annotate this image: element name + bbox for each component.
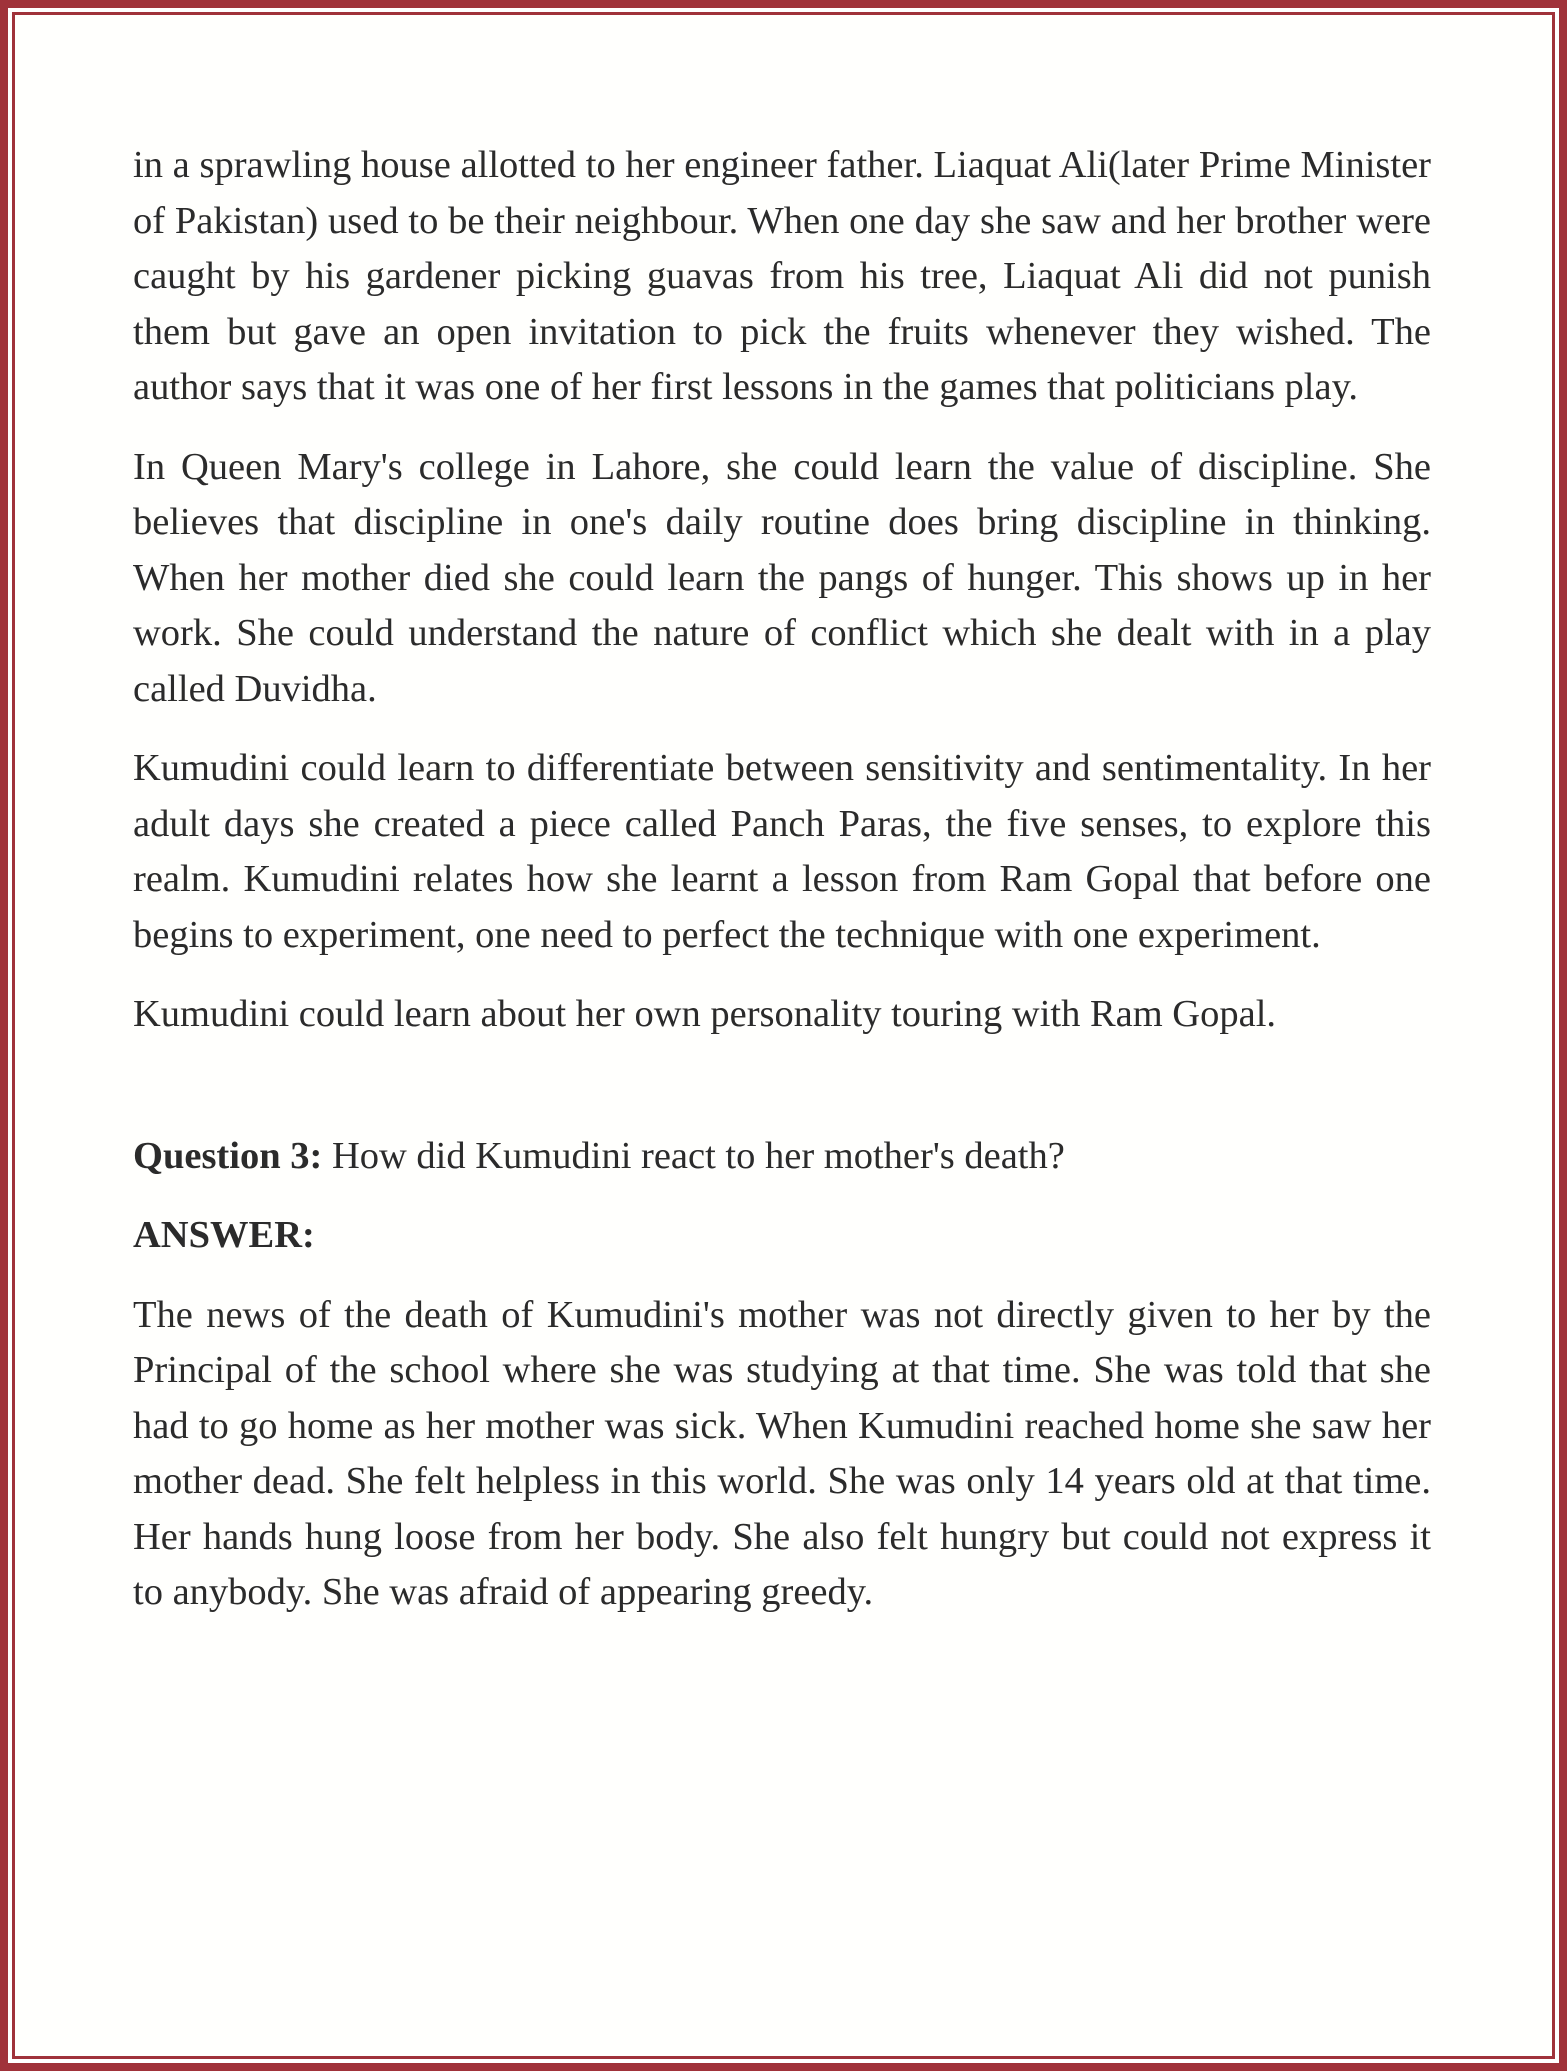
paragraph-neighbour: in a sprawling house allotted to her engineer father. Liaquat Ali(later Prime Minister of Pakistan) used to be their neighbour. When one day she saw and her brother were caught by his gardener picking guavas from his tree, Liaquat Ali did not punish them but gave an open invitation to pick the fruits whenever they wished. The author says that it was one of her first lessons in the games that politicians play. [133,144,1431,408]
answer-label: ANSWER: [133,1214,315,1256]
paragraph-discipline: In Queen Mary's college in Lahore, she could learn the value of discipline. She believes that discipline in one's daily routine does bring discipline in thinking. When her mother died she could learn the pangs of hunger. This shows up in her work. She could understand the nature of conflict which she dealt with in a play called Duvidha. [133,445,1431,710]
paragraph-personality: Kumudini could learn about her own personality touring with Ram Gopal. [133,993,1277,1035]
paragraph-sensitivity: Kumudini could learn to differentiate between sensitivity and sentimentality. In her adult days she created a piece called Panch Paras, the five senses, to explore this realm. Kumudini relates how she learnt a lesson from Ram Gopal that before one begins to experiment, one need to perfect the technique with one experiment. [133,747,1431,956]
question-label: Question 3: [133,1134,323,1177]
question-text: How did Kumudini react to her mother's death? [322,1134,1065,1177]
section-spacer [133,1067,1431,1129]
answer-text: The news of the death of Kumudini's mother was not directly given to her by the Principal of the school where she was studying at that time. She was told that she had to go home as her mother was sick. When Kumudini reached home she saw her mother dead. She felt helpless in this world. She was only 14 years old at that time. Her hands hung loose from her body. She also felt hungry but could not express it to anybody. She was afraid of appearing greedy. [133,1293,1431,1613]
document-body [133,138,1431,1645]
question-3 [133,1129,1431,1185]
